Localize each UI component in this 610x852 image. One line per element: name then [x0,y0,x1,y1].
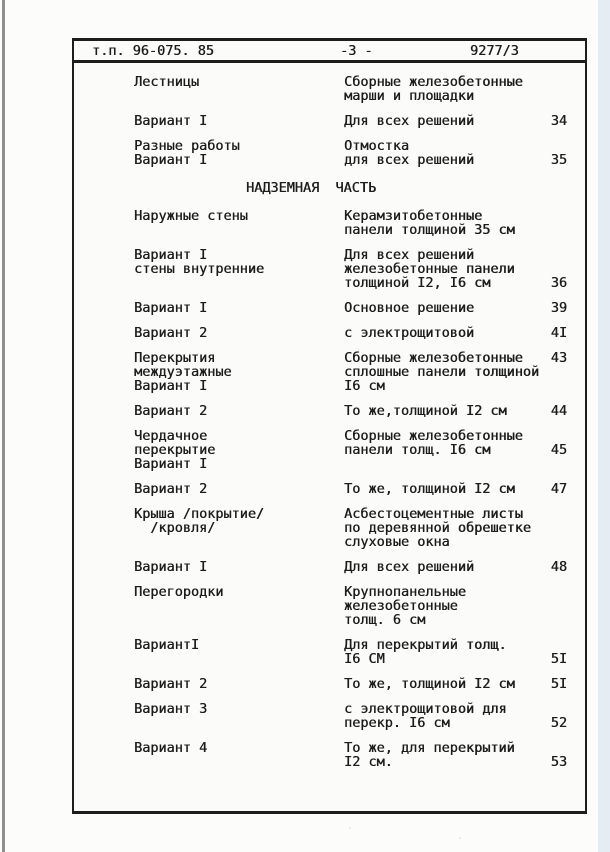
table-row [134,560,567,574]
item-description-line: железобетонные панели [344,261,515,277]
item-description-line: толщиной I2, I6 см [344,275,491,291]
sheet-reference-number: 5I [550,676,567,692]
item-description [344,209,544,237]
sheet-reference-number: 36 [550,275,567,291]
item-name-line: Вариант I [134,378,208,394]
scan-edge-line [2,0,5,852]
item-description [344,585,544,627]
item-description-line: с электрощитовой [344,325,475,341]
item-name-line: Наружные стены [134,208,248,224]
table-row [134,585,567,627]
toc-table [74,63,585,769]
item-description-line: для всех решений [344,152,475,168]
item-description-line: Крупнопанельные [344,584,466,600]
item-description-line: Отмостка [344,138,410,154]
item-name [134,702,344,730]
item-description [344,248,544,290]
item-description [344,482,544,496]
doc-inventory-number: 9277/3 [470,42,519,59]
item-description [344,75,544,103]
item-description-line: I6 СМ [344,651,385,667]
item-description-line: перекр. I6 см [344,715,450,731]
sheet-reference-number: 44 [550,403,567,419]
sheet-reference-number: 35 [550,152,567,168]
table-row [134,741,567,769]
item-description-line: Асбестоцементные листы [344,506,523,522]
item-description [344,351,544,393]
item-name-line: Вариант I [134,152,208,168]
sheet-reference-number [544,507,567,549]
item-name [134,248,344,290]
item-description [344,429,544,471]
item-description [344,560,544,574]
table-row [134,139,567,167]
section-heading: НАДЗЕМНАЯ ЧАСТЬ [246,180,377,196]
item-name-line: Вариант 2 [134,403,208,419]
table-row [134,351,567,393]
sheet-reference-number [544,585,567,627]
table-row [134,75,567,103]
item-name [134,638,344,666]
document-header [74,41,585,63]
item-description-line: марши и площадки [344,88,475,104]
item-name [134,114,344,128]
item-description-line: То же, для перекрытий [344,740,515,756]
item-description-line: по деревянной обрешетке [344,520,531,536]
sheet-reference-number [544,209,567,237]
item-description-line: Сборные железобетонные [344,428,523,444]
item-name-line: Вариант I [134,559,208,575]
item-name [134,585,344,627]
item-description-line: с электрощитовой для [344,701,507,717]
item-name [134,482,344,496]
table-row [134,114,567,128]
item-name [134,404,344,418]
item-name-line: Вариант 3 [134,701,208,717]
item-description [344,741,544,769]
sheet-reference-number: 52 [550,715,567,731]
item-name [134,301,344,315]
item-description [344,638,544,666]
sheet-reference-number: 5I [550,651,567,667]
sheet-reference-number: 53 [550,754,567,770]
item-description-line: Для перекрытий толщ. [344,637,507,653]
table-row [134,638,567,666]
item-name-line: Чердачное [134,428,208,444]
item-name-line: Вариант I [134,300,208,316]
doc-series-code: т.п. 96-075. 85 [92,42,214,59]
item-name-line: Вариант 2 [134,325,208,341]
item-description-line: То же, толщиной I2 см [344,676,515,692]
item-name-line: Вариант 2 [134,481,208,497]
item-name [134,209,344,237]
item-description-line: панели толщиной 35 см [344,222,515,238]
item-name-line: Вариант 2 [134,676,208,692]
item-description-line: То же,толщиной I2 см [344,403,507,419]
item-description-line: толщ. 6 см [344,612,426,628]
item-name-line: Лестницы [134,74,200,90]
item-name-line: стены внутренние [134,261,265,277]
item-name-line: Вариант 4 [134,740,208,756]
table-row [134,677,567,691]
item-description-line: То же, толщиной I2 см [344,481,515,497]
sheet-reference-number: 47 [550,481,567,497]
item-description-line: слуховые окна [344,534,450,550]
item-description [344,702,544,730]
table-row [134,248,567,290]
sheet-reference-number: 43 [550,350,567,366]
table-row [134,702,567,730]
item-description [344,677,544,691]
item-name-line: Вариант I [134,113,208,129]
item-name [134,429,344,471]
item-description [344,507,544,549]
item-description-line: Для всех решений [344,247,475,263]
item-description-line: Основное решение [344,300,475,316]
item-description-line: железобетонные [344,598,458,614]
item-description [344,139,544,167]
item-description-line: I2 см. [344,754,393,770]
table-row [134,429,567,471]
item-name [134,326,344,340]
item-name-line: Крыша /покрытие/ [134,506,265,522]
table-row [134,482,567,496]
item-name [134,677,344,691]
item-name-line: Вариант I [134,456,208,472]
sheet-reference-number: 45 [550,442,567,458]
item-name [134,351,344,393]
item-name-line: Перекрытия [134,350,216,366]
item-description-line: Для всех решений [344,113,475,129]
item-name-line: Перегородки [134,584,224,600]
item-name [134,507,344,549]
item-name [134,741,344,769]
document-frame [72,38,587,814]
table-row [134,209,567,237]
sheet-reference-number: 39 [550,300,567,316]
item-name-line: перекрытие [134,442,216,458]
item-description [344,404,544,418]
item-name [134,139,344,167]
item-name [134,560,344,574]
item-name-line: /кровля/ [134,520,216,536]
item-description-line: I6 см [344,378,385,394]
item-name [134,75,344,103]
scan-right-strip [598,0,610,852]
sheet-reference-number [544,75,567,103]
table-row [134,507,567,549]
item-description-line: Сборные железобетонные [344,74,523,90]
item-name-line: Вариант I [134,247,208,263]
item-description-line: панели толщ. I6 см [344,442,491,458]
sheet-reference-number: 4I [550,325,567,341]
item-description [344,326,544,340]
item-description-line: Керамзитобетонные [344,208,483,224]
item-name-line: Разные работы [134,138,240,154]
item-description-line: Для всех решений [344,559,475,575]
sheet-reference-number: 48 [550,559,567,575]
table-row [134,301,567,315]
item-description [344,301,544,315]
item-name-line: ВариантI [134,637,200,653]
sheet-reference-number: 34 [550,113,567,129]
table-row [134,326,567,340]
table-row [134,404,567,418]
item-description-line: сплошные панели толщиной [344,364,540,380]
item-description [344,114,544,128]
item-description-line: Сборные железобетонные [344,350,523,366]
sheet-page-number: -3 - [340,42,373,59]
item-name-line: междуэтажные [134,364,232,380]
